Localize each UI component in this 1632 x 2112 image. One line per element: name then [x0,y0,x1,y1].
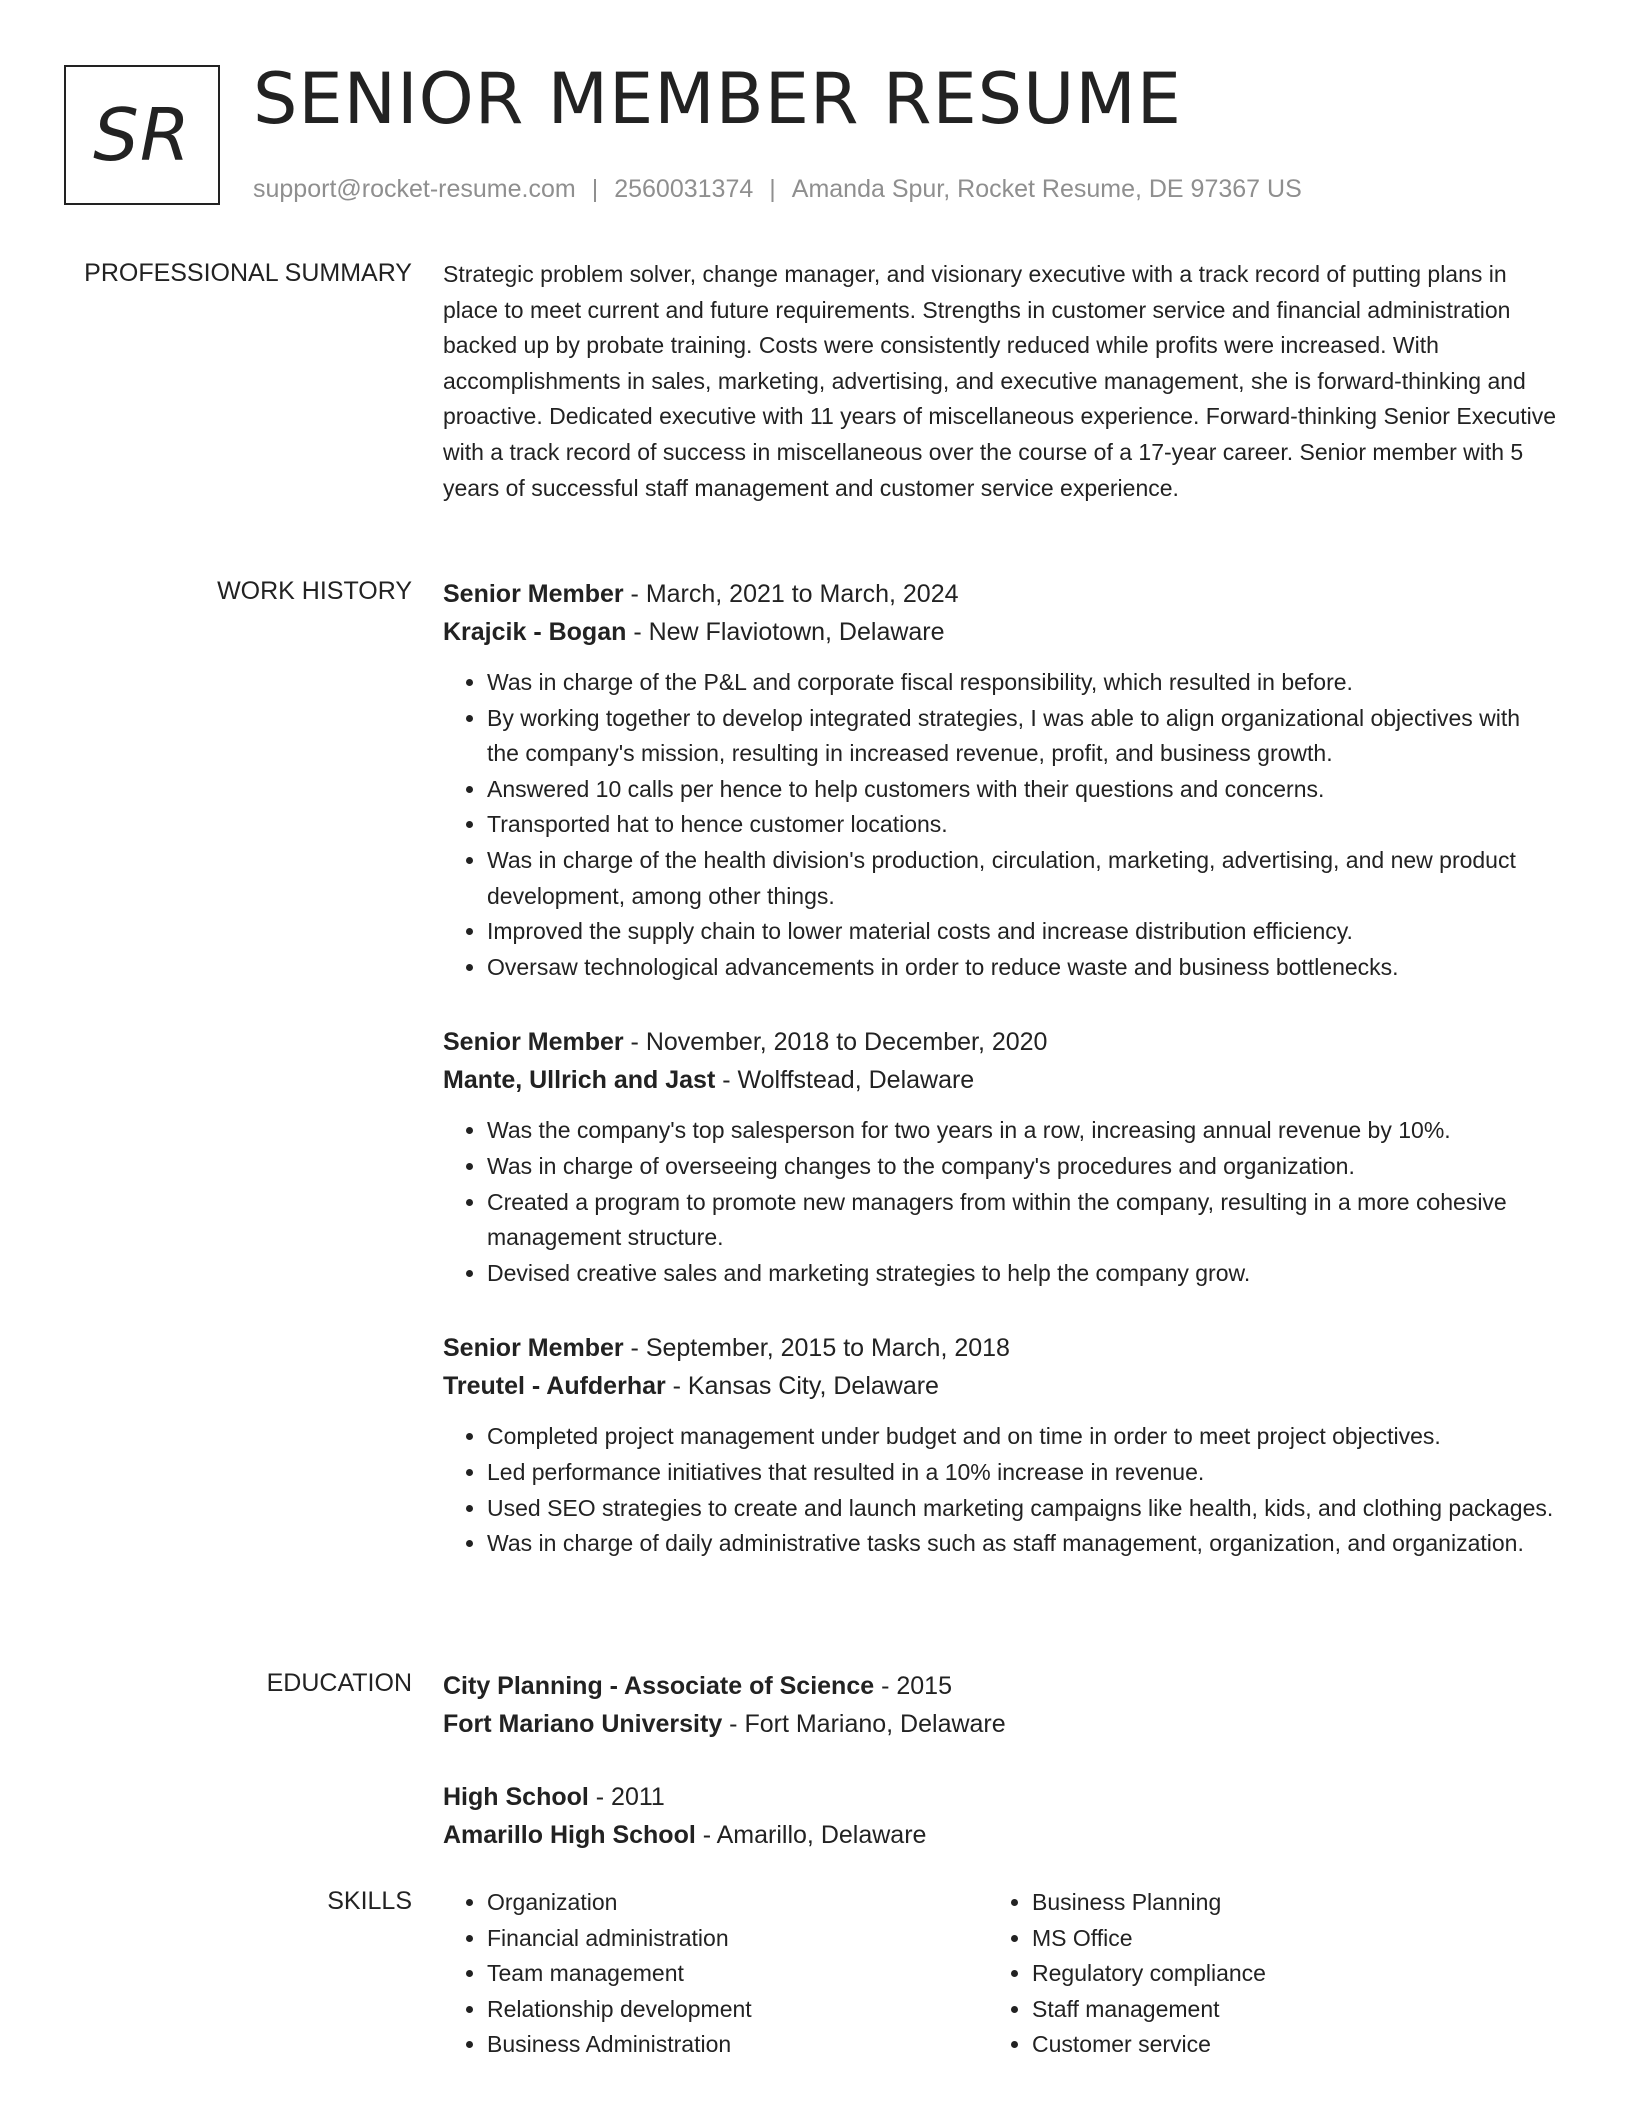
education-school-line [443,1816,1558,1854]
job-location: - New Flaviotown, Delaware [626,618,945,646]
job-bullet: • Transported hat to hence customer locations. [487,807,1558,843]
job-company-line [443,613,1558,651]
job-company: Mante, Ullrich and Jast [443,1066,716,1095]
education-degree-line [443,1667,1558,1705]
contact-separator: | [769,175,776,203]
job-entry [443,1023,1558,1291]
job-title: Senior Member [443,1334,624,1363]
summary-text: Strategic problem solver, change manager, and visionary executive with a track record of putting plans in place to meet current and future requirements. Strengths in customer service and financial administration backed up by probate training. Costs were consistently reduced while profits were increased. With accomplishments in sales, marketing, advertising, and executive management, she is forward-thinking and proactive. Dedicated executive with 11 years of miscellaneous experience. Forward-thinking Senior Executive with a track record of success in miscellaneous over the course of a 17-year career. Senior member with 5 years of successful staff management and customer service experience. [443,261,1557,501]
job-dates: - November, 2018 to December, 2020 [623,1028,1048,1057]
education-degree: City Planning - Associate of Science [443,1672,875,1700]
education-school: Fort Mariano University [443,1710,723,1738]
education-school: Amarillo High School [443,1821,696,1849]
section-label-summary: PROFESSIONAL SUMMARY [84,259,412,287]
job-title-line [443,1023,1558,1061]
skill-item: • Regulatory compliance [1032,1956,1533,1992]
skill-item: • Organization [487,1885,988,1921]
job-bullet: • Oversaw technological advancements in order to reduce waste and business bottlenecks. [487,950,1558,986]
job-bullet: • Answered 10 calls per hence to help customers with their questions and concerns. [487,772,1558,808]
job-bullets [443,665,1558,985]
contact-line [253,175,1302,204]
job-entry [443,575,1558,985]
job-bullets [443,1113,1558,1291]
job-bullet: • By working together to develop integrated strategies, I was able to align organizational objectives with the company's mission, resulting in increased revenue, profit, and business growth. [487,701,1558,772]
skills-list [443,1885,988,2063]
section-label-work-history: WORK HISTORY [217,577,412,605]
education-degree: High School [443,1783,589,1811]
skills-columns [443,1885,1558,2063]
job-bullet: • Used SEO strategies to create and launch marketing campaigns like health, kids, and clothing packages. [487,1491,1558,1527]
job-bullet: • Created a program to promote new managers from within the company, resulting in a more cohesive management structure. [487,1185,1558,1256]
work-history-content [443,575,1558,1600]
job-entry [443,1329,1558,1561]
skills-column-right [988,1885,1533,2063]
job-bullet: • Completed project management under budget and on time in order to meet project objectives. [487,1419,1558,1455]
education-location: - Amarillo, Delaware [695,1821,927,1849]
job-bullet: • Was in charge of overseeing changes to the company's procedures and organization. [487,1149,1558,1185]
contact-phone: 2560031374 [614,175,754,203]
job-title-line [443,575,1558,613]
job-dates: - March, 2021 to March, 2024 [623,580,959,608]
resume-title: SENIOR MEMBER RESUME [253,58,1182,140]
education-content [443,1667,1558,1889]
education-year: - 2011 [588,1783,665,1811]
skill-item: • Business Planning [1032,1885,1533,1921]
contact-address: Amanda Spur, Rocket Resume, DE 97367 US [791,175,1302,203]
skill-item: • Relationship development [487,1992,988,2028]
job-company-line [443,1367,1558,1405]
job-bullet: • Devised creative sales and marketing strategies to help the company grow. [487,1256,1558,1292]
skill-item: • Business Administration [487,2027,988,2063]
skill-item: • Customer service [1032,2027,1533,2063]
job-company: Treutel - Aufderhar [443,1372,666,1401]
summary-content [443,257,1558,506]
job-company-line [443,1061,1558,1099]
job-location: - Kansas City, Delaware [665,1372,939,1401]
education-year: - 2015 [874,1672,952,1700]
job-dates: - September, 2015 to March, 2018 [623,1334,1010,1363]
contact-email: support@rocket-resume.com [253,175,576,203]
section-label-skills: SKILLS [327,1887,412,1915]
skill-item: • MS Office [1032,1921,1533,1957]
education-entry [443,1667,1558,1743]
job-bullets [443,1419,1558,1561]
job-bullet: • Improved the supply chain to lower material costs and increase distribution efficiency. [487,914,1558,950]
job-bullet: • Was in charge of the P&L and corporate fiscal responsibility, which resulted in before. [487,665,1558,701]
skill-item: • Team management [487,1956,988,1992]
job-bullet: • Was in charge of the health division's production, circulation, marketing, advertising, and new product development, among other things. [487,843,1558,914]
skills-content [443,1885,1558,2063]
job-title: Senior Member [443,1028,624,1057]
education-school-line [443,1705,1558,1743]
education-degree-line [443,1778,1558,1816]
job-bullet: • Was the company's top salesperson for two years in a row, increasing annual revenue by 10%. [487,1113,1558,1149]
job-title: Senior Member [443,580,624,608]
job-bullet: • Was in charge of daily administrative tasks such as staff management, organization, and organization. [487,1526,1558,1562]
job-title-line [443,1329,1558,1367]
education-entry [443,1778,1558,1854]
skills-column-left [443,1885,988,2063]
contact-separator: | [591,175,599,203]
skill-item: • Financial administration [487,1921,988,1957]
skills-list [988,1885,1533,2063]
education-location: - Fort Mariano, Delaware [722,1710,1006,1738]
skill-item: • Staff management [1032,1992,1533,2028]
job-location: - Wolffstead, Delaware [715,1066,975,1095]
job-company: Krajcik - Bogan [443,618,627,646]
section-label-education: EDUCATION [266,1669,412,1697]
job-bullet: • Led performance initiatives that resulted in a 10% increase in revenue. [487,1455,1558,1491]
monogram-initials: SR [64,65,220,205]
